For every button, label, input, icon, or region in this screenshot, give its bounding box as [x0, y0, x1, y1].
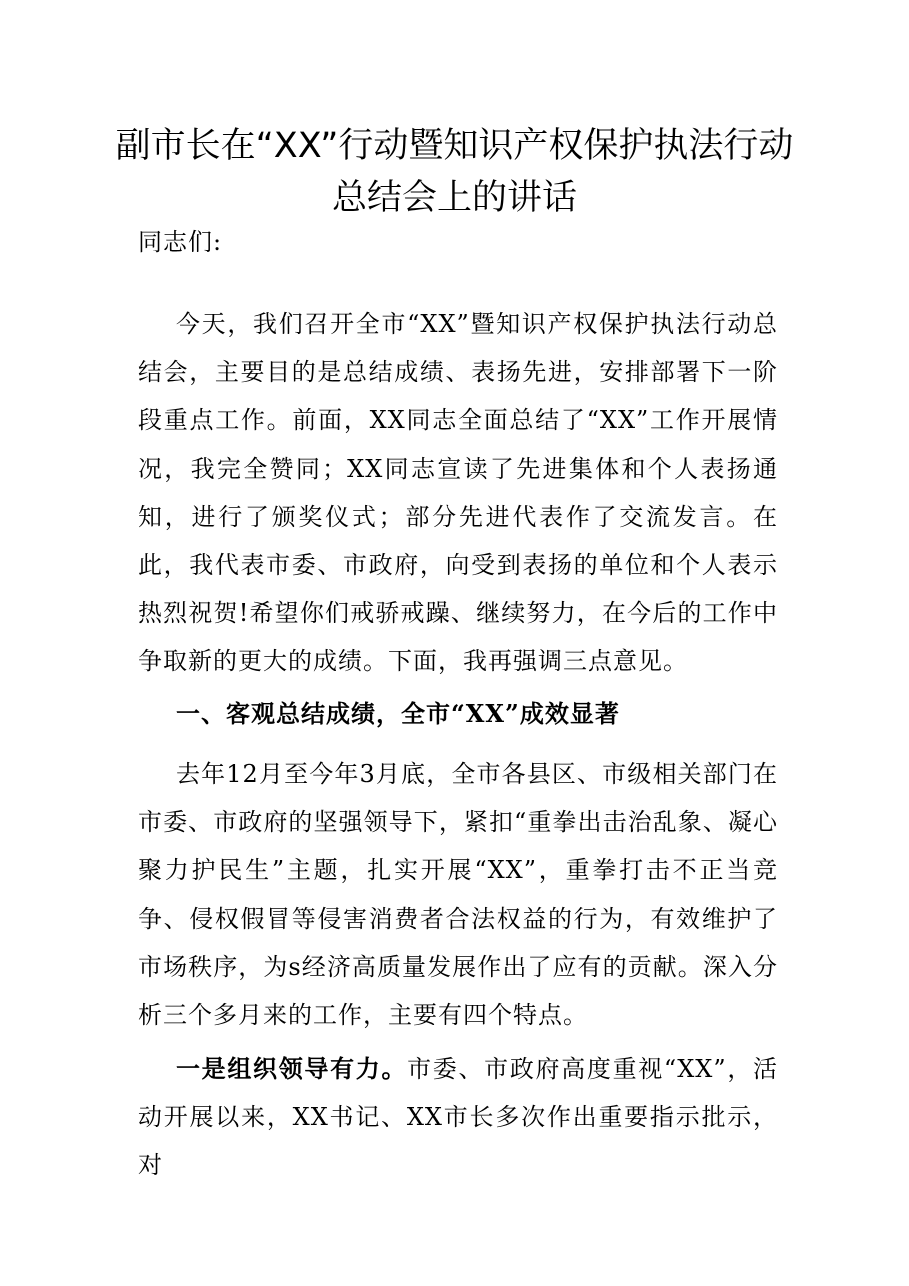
paragraph-achievements: 去年12月至今年3月底，全市各县区、市级相关部门在市委、市政府的坚强领导下，紧扣“重拳出击治乱象、凝心聚力护民生”主题，扎实开展“XX”，重拳打击不正当竞争、侵权假冒等侵害消费者合法权益的行为，有效维护了市场秩序，为s经济高质量发展作出了应有的贡献。深入分析三个多月来的工作，主要有四个特点。 [138, 760, 778, 1030]
section-heading-1: 一、客观总结成绩，全市“XX”成效显著 [176, 699, 620, 728]
paragraph-opening: 今天，我们召开全市“XX”暨知识产权保护执法行动总结会，主要目的是总结成绩、表扬先进，安排部署下一阶段重点工作。前面，XX同志全面总结了“XX”工作开展情况，我完全赞同；XX同志宣读了先进集体和个人表扬通知，进行了颁奖仪式；部分先进代表作了交流发言。在此，我代表市委、市政府，向受到表扬的单位和个人表示热烈祝贺!希望你们戒骄戒躁、继续努力，在今后的工作中争取新的更大的成绩。下面，我再强调三点意见。 [138, 310, 778, 676]
document-title: 副市长在“XX”行动暨知识产权保护执法行动总结会上的讲话 [115, 126, 794, 218]
paragraph-point-one [138, 1045, 778, 1190]
salutation: 同志们: [138, 228, 223, 256]
point-one-lead: 一是组织领导有力。 [176, 1054, 408, 1083]
point-one-text: 市委、市政府高度重视“XX”，活动开展以来，XX书记、XX市长多次作出重要指示批示，对 [138, 1055, 778, 1180]
